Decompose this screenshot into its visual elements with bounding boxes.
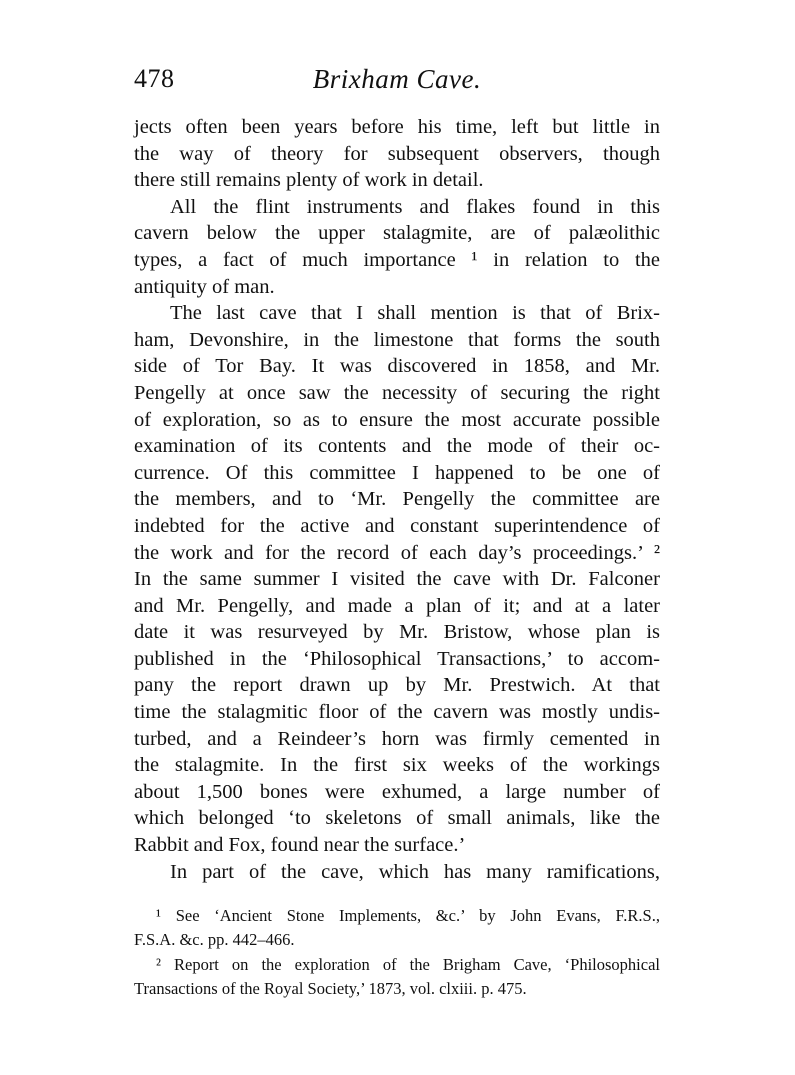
body-text	[134, 114, 660, 885]
text-line: cavern below the upper stalagmite, are of palæolithic	[134, 222, 660, 245]
text-line: side of Tor Bay. It was discovered in 1858, and Mr.	[134, 355, 660, 378]
text-line: All the flint instruments and flakes found in this	[170, 195, 660, 218]
text-line: date it was resurveyed by Mr. Bristow, whose plan is	[134, 621, 660, 644]
text-line: which belonged ‘to skeletons of small animals, like the	[134, 807, 660, 830]
footnotes	[134, 904, 660, 1002]
footnote-line: F.S.A. &c. pp. 442–466.	[134, 930, 295, 950]
text-line: Rabbit and Fox, found near the surface.’	[134, 834, 466, 857]
running-head: Brixham Cave.	[312, 64, 482, 94]
footnote-line: ¹ See ‘Ancient Stone Implements, &c.’ by John Evans, F.R.S.,	[156, 906, 660, 925]
text-line: the work and for the record of each day’s proceedings.’ ²	[134, 541, 660, 564]
text-line: jects often been years before his time, left but little in	[134, 116, 660, 138]
text-line: indebted for the active and constant superintendence of	[134, 514, 660, 537]
footnote-line: ² Report on the exploration of the Brigham Cave, ‘Philosophical	[156, 954, 660, 974]
text-line: currence. Of this committee I happened to be one of	[134, 461, 660, 484]
text-line: the members, and to ‘Mr. Pengelly the committee are	[134, 488, 660, 511]
footnote-line: Transactions of the Royal Society,’ 1873, vol. clxiii. p. 475.	[134, 979, 527, 999]
text-line: the stalagmite. In the first six weeks of the workings	[134, 754, 660, 777]
text-line: In the same summer I visited the cave with Dr. Falconer	[134, 568, 660, 591]
text-line: published in the ‘Philosophical Transactions,’ to accom-	[134, 647, 660, 670]
text-line: turbed, and a Reindeer’s horn was firmly cemented in	[134, 727, 660, 750]
text-line: ham, Devonshire, in the limestone that forms the south	[134, 328, 660, 351]
text-line: The last cave that I shall mention is that of Brix-	[170, 302, 660, 325]
text-line: about 1,500 bones were exhumed, a large number of	[134, 780, 660, 803]
text-line: of exploration, so as to ensure the most accurate possible	[134, 408, 660, 431]
text-line: the way of theory for subsequent observers, though	[134, 142, 660, 165]
text-line: examination of its contents and the mode of their oc-	[134, 435, 660, 458]
text-line: time the stalagmitic floor of the cavern was mostly undis-	[134, 701, 660, 724]
text-line: Pengelly at once saw the necessity of securing the right	[134, 381, 660, 404]
page-number: 478	[134, 64, 175, 93]
text-line: and Mr. Pengelly, and made a plan of it; and at a later	[134, 594, 660, 617]
text-line: there still remains plenty of work in detail.	[134, 169, 484, 192]
text-line: types, a fact of much importance ¹ in relation to the	[134, 248, 660, 271]
page-header	[134, 64, 660, 98]
text-line: In part of the cave, which has many ramifications,	[170, 860, 660, 883]
text-line: antiquity of man.	[134, 275, 275, 298]
text-line: pany the report drawn up by Mr. Prestwich. At that	[134, 674, 660, 697]
